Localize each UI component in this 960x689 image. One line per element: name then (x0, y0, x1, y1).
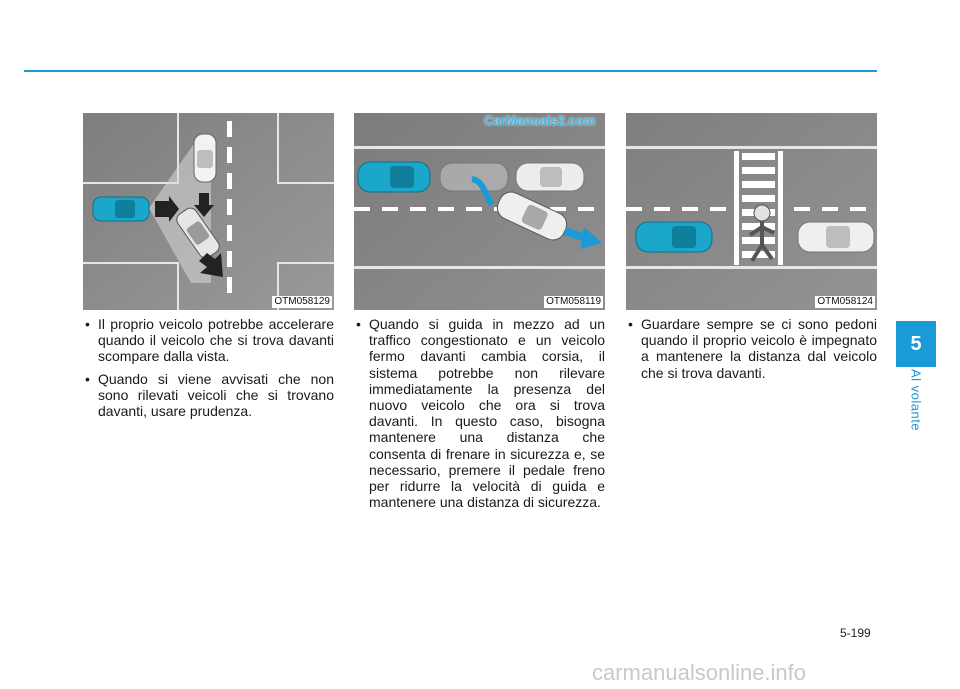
own-car (93, 197, 149, 221)
front-car (798, 222, 874, 252)
text-column-2 (354, 316, 605, 516)
own-car (358, 162, 430, 192)
figure-code: OTM058124 (817, 296, 873, 307)
figure-code: OTM058129 (274, 296, 330, 307)
chapter-number-tab: 5 (896, 321, 936, 367)
lead-car (194, 134, 216, 182)
bullet-item: • Guardare sempre se ci sono pedoni quando il proprio veicolo è impegnato a mantenere la distanza dal veicolo che si trova davanti. (626, 316, 877, 381)
figure-intersection (83, 113, 334, 310)
figure-pedestrian (626, 113, 877, 310)
top-rule (24, 70, 877, 72)
figure-code: OTM058119 (546, 296, 601, 307)
intersection-illustration (83, 113, 334, 310)
own-car (636, 222, 712, 252)
page-number: 5-199 (840, 626, 871, 640)
bullet-item: • Quando si viene avvisati che non sono rilevati veicoli che si trovano davanti, usare prudenza. (83, 371, 334, 420)
text-column-3 (626, 316, 877, 387)
pedestrian-illustration (626, 113, 877, 310)
figure-lane-change (354, 113, 605, 310)
stopped-car (516, 163, 584, 191)
text-column-1 (83, 316, 334, 425)
watermark-bottom: carmanualsonline.info (592, 660, 807, 685)
lane-change-illustration (354, 113, 605, 310)
watermark-top: CarManuals2.com (484, 113, 596, 128)
bullet-item: • Il proprio veicolo potrebbe accelerare quando il veicolo che si trova davanti scompare dalla vista. (83, 316, 334, 365)
chapter-title-text: Al volante (908, 368, 924, 432)
bullet-item: • Quando si guida in mezzo ad un traffico congestionato e un veicolo fermo davanti cambia corsia, il sistema potrebbe non rilevare immediatamente la presenza del nuovo veicolo che ora si trova davanti. In questo caso, bisogna mantenere una distanza che consenta di frenare in sicurezza e, se necessario, premere il pedale freno per ridurre la velocità di guida e mantenere una distanza di sicurezza. (354, 316, 605, 510)
